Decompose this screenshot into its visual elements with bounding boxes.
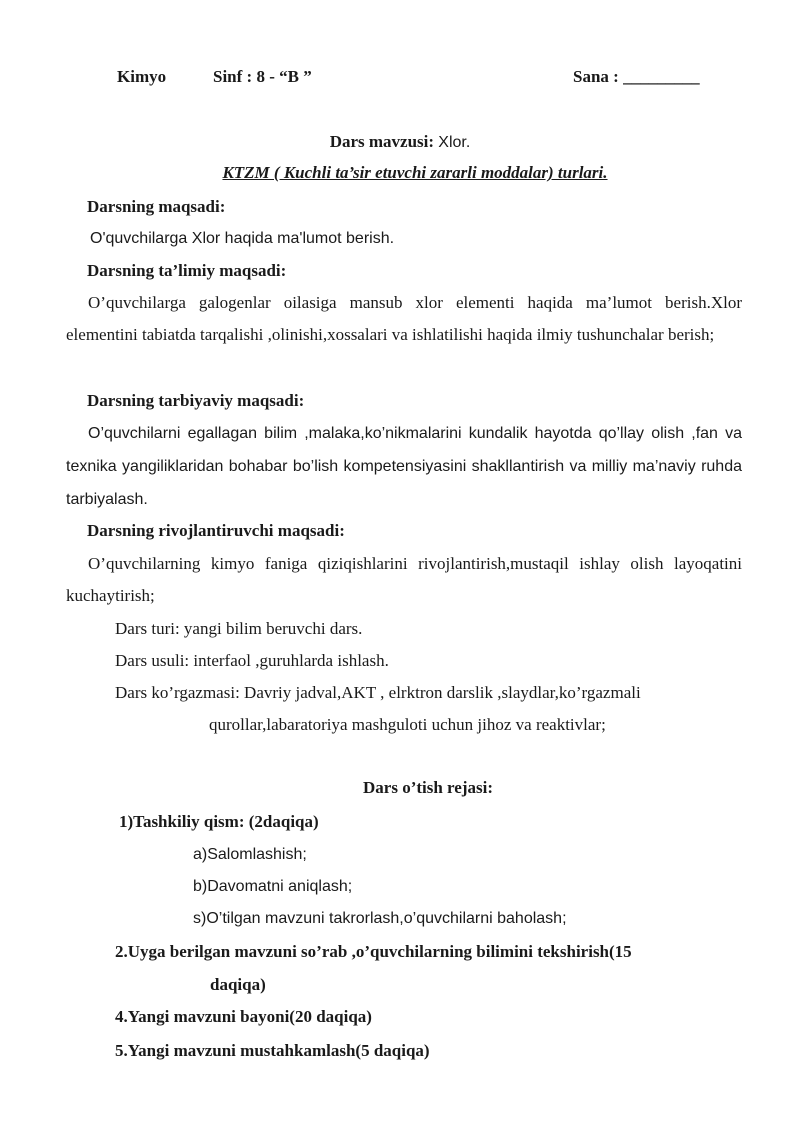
upbringing-goal-heading: Darsning tarbiyaviy maqsadi: xyxy=(87,391,305,410)
subject-label: Kimyo xyxy=(117,67,167,86)
class-label: Sinf : 8 - “B ” xyxy=(213,67,312,86)
plan-item-5: 5.Yangi mavzuni mustahkamlash(5 daqiqa) xyxy=(115,1041,430,1060)
plan-item-1-sub: a)Salomlashish; xyxy=(193,846,307,863)
plan-item-2-line1: 2.Uyga berilgan mavzuni so’rab ,o’quvchilarning bilimini tekshirish(15 xyxy=(115,942,632,961)
date-label: Sana : _________ xyxy=(573,67,700,86)
plan-item-1: 1)Tashkiliy qism: (2daqiqa) xyxy=(119,812,319,831)
goal-heading: Darsning maqsadi: xyxy=(87,197,226,216)
educational-goal-heading: Darsning ta’limiy maqsadi: xyxy=(87,261,287,280)
educational-goal-body: O’quvchilarga galogenlar oilasiga mansub xlor elementi haqida ma’lumot berish.Xlor elementini tabiatda tarqalishi ,olinishi,xossalari va ishlatilishi haqida ilmiy tushunchalar berish; xyxy=(66,293,742,344)
plan-heading: Dars o’tish rejasi: xyxy=(363,778,493,797)
lesson-visuals-line2: qurollar,labaratoriya mashguloti uchun jihoz va reaktivlar; xyxy=(209,715,606,734)
plan-item-4: 4.Yangi mavzuni bayoni(20 daqiqa) xyxy=(115,1007,372,1026)
plan-item-2-line2: daqiqa) xyxy=(210,975,266,994)
goal-text: O'quvchilarga Xlor haqida ma'lumot berish. xyxy=(90,230,395,247)
lesson-visuals-line1: Dars ko’rgazmasi: Davriy jadval,AKT , elrktron darslik ,slaydlar,ko’rgazmali xyxy=(115,683,641,702)
developmental-goal-heading: Darsning rivojlantiruvchi maqsadi: xyxy=(87,521,345,540)
topic-line xyxy=(0,131,800,154)
upbringing-goal-text xyxy=(66,417,742,516)
upbringing-goal-body: O’quvchilarni egallagan bilim ,malaka,ko’nikmalarini kundalik hayotda qo’llay olish ,fan va texnika yangiliklaridan bohabar bo’lish kompetensiyasini shakllantirish va milliy ma’naviy ruhda tarbiyalash. xyxy=(66,425,742,508)
developmental-goal-body: O’quvchilarning kimyo faniga qiziqishlarini rivojlantirish,mustaqil ishlay olish layoqatini kuchaytirish; xyxy=(66,554,742,605)
developmental-goal-text xyxy=(66,548,742,612)
lesson-type: Dars turi: yangi bilim beruvchi dars. xyxy=(115,619,363,638)
plan-item-1-sub: b)Davomatni aniqlash; xyxy=(193,878,353,895)
topic-subtitle: KTZM ( Kuchli ta’sir etuvchi zararli moddalar) turlari. xyxy=(222,163,608,182)
topic-label: Dars mavzusi: xyxy=(329,132,435,151)
plan-item-1-sub: s)O’tilgan mavzuni takrorlash,o’quvchilarni baholash; xyxy=(193,910,567,927)
topic-value: Xlor. xyxy=(438,134,471,151)
lesson-method: Dars usuli: interfaol ,guruhlarda ishlash. xyxy=(115,651,389,670)
educational-goal-text xyxy=(66,287,742,351)
